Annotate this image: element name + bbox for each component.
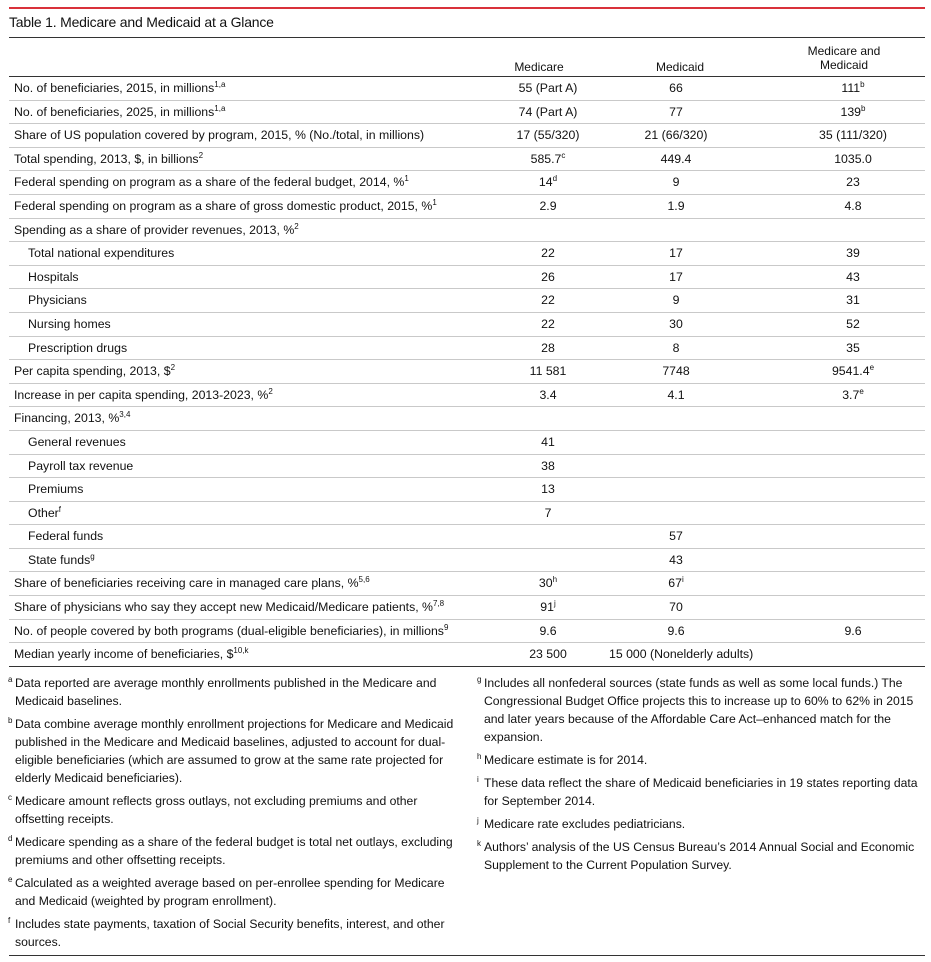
footnote-mark: e — [8, 875, 13, 884]
cell-value: 3.4 — [539, 387, 557, 402]
cell-medicare — [485, 624, 611, 638]
cell-value: 22 — [541, 316, 555, 331]
row-label-text: Premiums — [28, 482, 84, 497]
cell-value: 43 — [669, 552, 683, 567]
footnote-text: Data reported are average monthly enrollments published in the Medicare and Medicaid baselines. — [15, 676, 437, 708]
cell-superscript: e — [869, 363, 875, 373]
cell-medicare — [485, 459, 611, 473]
table-row — [9, 643, 925, 667]
row-label-text: Total national expenditures — [28, 246, 175, 261]
row-label — [14, 388, 273, 402]
cell-medicare — [485, 246, 611, 260]
cell-value: 2.9 — [539, 198, 557, 213]
cell-value: 9541.4 — [831, 364, 870, 379]
cell-value: 41 — [541, 434, 555, 449]
cell-superscript: e — [859, 386, 864, 396]
cell-value: 38 — [541, 458, 555, 473]
cell-medicaid — [609, 364, 743, 378]
table-row — [9, 407, 925, 431]
cell-both — [769, 246, 931, 260]
row-label-text: Financing, 2013, % — [14, 411, 120, 426]
cell-both — [769, 270, 931, 284]
table-body — [9, 77, 925, 667]
cell-value: 17 (55/320) — [516, 128, 580, 143]
cell-both — [769, 152, 931, 166]
table-row — [9, 337, 925, 361]
cell-value: 55 (Part A) — [518, 81, 578, 95]
row-label — [14, 647, 249, 661]
cell-medicaid — [609, 529, 743, 543]
footnote-text: Calculated as a weighted average based on per-enrollee spending for Medicare and Medicaid (weighted by program enrollment). — [15, 876, 445, 908]
cell-medicaid — [609, 199, 743, 213]
cell-value: 39 — [846, 246, 860, 261]
cell-superscript: d — [552, 174, 558, 184]
cell-value: 9 — [672, 293, 680, 308]
row-label-superscript: 1,a — [214, 103, 226, 113]
row-label — [28, 529, 103, 543]
row-label-superscript: f — [58, 504, 61, 514]
table-row — [9, 431, 925, 455]
footnote-text: Data combine average monthly enrollment projections for Medicare and Medicaid published in the Medicare and Medicaid baselines, adjusted to account for dual-eligible beneficiaries (which are assumed to grow at the same rate projected for elderly Medicaid beneficiaries). — [15, 717, 454, 785]
row-label-text: General revenues — [28, 434, 126, 449]
footnote-mark: c — [8, 793, 12, 802]
cell-medicaid — [609, 270, 743, 284]
cell-superscript: h — [552, 575, 558, 585]
column-header-medicare-and-medicaid: Medicare and Medicaid — [807, 44, 881, 72]
row-label-superscript: 2 — [294, 221, 299, 231]
cell-both — [769, 81, 931, 95]
cell-superscript: i — [681, 575, 684, 585]
footnotes-left — [9, 674, 464, 956]
footnote-mark: f — [8, 916, 11, 925]
cell-value: 14 — [538, 175, 553, 190]
cell-medicaid — [609, 624, 743, 638]
cell-value: 35 — [846, 340, 860, 355]
title-rule — [9, 7, 925, 9]
cell-both — [769, 175, 931, 189]
cell-superscript: j — [553, 599, 556, 609]
column-header-medicare: Medicare — [514, 60, 564, 74]
row-label-text: Increase in per capita spending, 2013-2023, % — [14, 387, 269, 402]
row-label — [14, 81, 225, 95]
cell-medicare — [485, 293, 611, 307]
cell-both — [769, 624, 931, 638]
cell-value: 52 — [846, 316, 860, 331]
footnote-text: Authors’ analysis of the US Census Bureau’s 2014 Annual Social and Economic Supplement to the Current Population Survey. — [484, 840, 915, 872]
cell-medicaid — [609, 317, 743, 331]
cell-medicare — [485, 576, 611, 590]
row-label-text: Federal funds — [28, 529, 104, 544]
cell-medicare — [485, 482, 611, 496]
row-label-superscript: 7,8 — [433, 599, 445, 609]
row-label — [14, 576, 370, 590]
row-label — [28, 553, 95, 567]
row-label-text: No. of people covered by both programs (dual-eligible beneficiaries), in millions — [14, 623, 444, 638]
cell-both — [769, 199, 931, 213]
row-label-text: State funds — [28, 552, 91, 567]
column-header-medicaid: Medicaid — [655, 60, 705, 74]
cell-medicaid — [609, 128, 743, 142]
cell-value: 23 — [846, 175, 860, 190]
cell-value: 30 — [538, 576, 553, 591]
table-row — [9, 195, 925, 219]
cell-medicare — [485, 388, 611, 402]
cell-value: 21 (66/320) — [644, 128, 708, 143]
row-label-superscript: 1,a — [214, 80, 226, 89]
table-row — [9, 171, 925, 195]
cell-both — [769, 364, 931, 378]
footnote-mark: k — [477, 839, 481, 848]
row-label-text: Physicians — [28, 293, 87, 308]
cell-value: 13 — [541, 482, 555, 497]
cell-value: 449.4 — [660, 151, 692, 166]
cell-medicare — [485, 128, 611, 142]
footnote — [9, 915, 464, 951]
cell-medicare — [485, 600, 611, 614]
cell-medicare — [485, 364, 611, 378]
table-row — [9, 124, 925, 148]
cell-medicaid — [609, 576, 743, 590]
cell-value: 7 — [544, 505, 552, 520]
table-row — [9, 360, 925, 384]
row-label — [14, 624, 448, 638]
cell-medicaid — [609, 647, 754, 662]
row-label-text: Total spending, 2013, $, in billions — [14, 151, 199, 166]
cell-value: 91 — [540, 600, 554, 615]
row-label-text: No. of beneficiaries, 2015, in millions — [14, 81, 215, 95]
cell-superscript: b — [861, 103, 866, 113]
cell-medicare — [485, 199, 611, 213]
table-row — [9, 478, 925, 502]
cell-medicare — [485, 175, 611, 189]
cell-value: 22 — [541, 246, 555, 261]
row-label — [14, 223, 299, 237]
table-row — [9, 101, 925, 125]
table-row — [9, 148, 925, 172]
row-label-superscript: 1 — [404, 174, 409, 184]
cell-value: 1.9 — [667, 198, 685, 213]
table-row — [9, 596, 925, 620]
footnote — [9, 833, 464, 869]
row-label-text: Share of US population covered by program, 2015, % (No./total, in millions) — [14, 128, 425, 143]
footnote — [9, 715, 464, 787]
table-row — [9, 77, 925, 101]
cell-both — [769, 317, 931, 331]
footnote — [9, 874, 464, 910]
cell-medicaid — [609, 293, 743, 307]
table-row — [9, 572, 925, 596]
row-label-text: Per capita spending, 2013, $ — [14, 364, 171, 379]
table-row — [9, 266, 925, 290]
table-row — [9, 502, 925, 526]
cell-medicaid — [609, 105, 743, 119]
row-label-text: Median yearly income of beneficiaries, $ — [14, 647, 234, 662]
cell-value: 9.6 — [844, 623, 862, 638]
footnote-mark: g — [477, 675, 482, 684]
row-label — [28, 341, 127, 355]
row-label-superscript: 2 — [170, 363, 176, 373]
cell-both — [769, 293, 931, 307]
row-label-text: No. of beneficiaries, 2025, in millions — [14, 104, 215, 119]
row-label — [28, 459, 133, 473]
footnote — [478, 751, 923, 769]
row-label — [14, 411, 130, 425]
row-label — [14, 152, 203, 166]
cell-medicare — [485, 506, 611, 520]
cell-value: 70 — [669, 600, 683, 615]
cell-value: 57 — [669, 529, 683, 544]
row-label-superscript: 2 — [268, 386, 273, 396]
cell-value: 26 — [541, 269, 555, 284]
table-row — [9, 313, 925, 337]
cell-value: 23 500 — [529, 647, 567, 662]
cell-value: 9.6 — [667, 623, 685, 638]
row-label-text: Share of beneficiaries receiving care in managed care plans, % — [14, 576, 359, 591]
cell-value: 15 000 (Nonelderly adults) — [609, 647, 754, 662]
row-label — [14, 105, 225, 119]
table-title: Table 1. Medicare and Medicaid at a Glance — [9, 14, 274, 30]
cell-medicaid — [609, 600, 743, 614]
footnote-mark: j — [477, 816, 479, 825]
footnote-mark: d — [8, 834, 13, 843]
footnote-mark: h — [477, 752, 482, 761]
cell-medicaid — [609, 152, 743, 166]
cell-medicare — [485, 341, 611, 355]
cell-medicare — [485, 647, 611, 661]
row-label-text: Spending as a share of provider revenues, 2013, % — [14, 222, 295, 237]
row-label-text: Federal spending on program as a share of gross domestic product, 2015, % — [14, 198, 433, 213]
footnote-text: Medicare amount reflects gross outlays, not excluding premiums and other offsetting receipts. — [15, 794, 418, 826]
cell-medicaid — [609, 246, 743, 260]
cell-value: 28 — [541, 340, 555, 355]
footnote — [478, 815, 923, 833]
row-label — [28, 293, 87, 307]
row-label — [14, 364, 175, 378]
footnote-mark: i — [477, 775, 479, 784]
cell-value: 3.7 — [842, 387, 860, 402]
footnote-text: Includes all nonfederal sources (state funds as well as some local funds.) The Congressional Budget Office projects this to increase up to 60% to 62% in 2015 and later years because of the Affordable Care Act–enhanced match for the expansion. — [484, 676, 914, 744]
cell-medicare — [485, 81, 611, 95]
row-label — [14, 199, 437, 213]
table-row — [9, 219, 925, 243]
row-label — [28, 435, 126, 449]
footnote-text: These data reflect the share of Medicaid beneficiaries in 19 states reporting data for September 2014. — [484, 776, 918, 808]
cell-medicaid — [609, 553, 743, 567]
cell-value: 43 — [846, 269, 860, 284]
footnote-text: Medicare spending as a share of the federal budget is total net outlays, excluding premiums and other offsetting receipts. — [15, 835, 453, 867]
row-label — [14, 175, 409, 189]
row-label-superscript: g — [90, 551, 95, 561]
cell-both — [769, 128, 931, 142]
cell-medicaid — [609, 341, 743, 355]
row-label-text: Nursing homes — [28, 316, 111, 331]
cell-value: 139 — [840, 104, 862, 119]
row-label — [28, 317, 111, 331]
row-label-superscript: 5,6 — [358, 575, 370, 585]
footnote — [478, 838, 923, 874]
cell-superscript: b — [860, 80, 865, 89]
footnote — [9, 792, 464, 828]
cell-value: 585.7 — [530, 151, 562, 166]
cell-medicare — [485, 152, 611, 166]
table-row — [9, 289, 925, 313]
table-row — [9, 384, 925, 408]
cell-both — [769, 341, 931, 355]
table-row — [9, 620, 925, 644]
cell-value: 11 581 — [529, 364, 567, 379]
row-label — [14, 600, 444, 614]
row-label-text: Prescription drugs — [28, 340, 128, 355]
cell-both — [769, 105, 931, 119]
footnote-mark: b — [8, 716, 13, 725]
row-label-superscript: 3,4 — [119, 410, 131, 420]
cell-superscript: c — [561, 150, 566, 160]
footnote — [478, 774, 923, 810]
cell-value: 17 — [669, 269, 683, 284]
cell-value: 35 (111/320) — [819, 128, 887, 143]
row-label-superscript: 9 — [443, 622, 449, 632]
footnote-text: Medicare rate excludes pediatricians. — [484, 817, 686, 831]
cell-medicare — [485, 270, 611, 284]
cell-value: 17 — [669, 246, 683, 261]
row-label-text: Federal spending on program as a share of the federal budget, 2014, % — [14, 175, 405, 190]
row-label-superscript: 1 — [432, 197, 437, 207]
row-label — [28, 246, 174, 260]
cell-value: 111 — [841, 81, 861, 95]
row-label — [28, 506, 61, 520]
footnote — [478, 674, 923, 746]
table-row — [9, 525, 925, 549]
row-label-text: Other — [28, 505, 59, 520]
cell-medicare — [485, 105, 611, 119]
row-label-superscript: 10,k — [233, 646, 249, 656]
cell-value: 4.8 — [844, 198, 862, 213]
table-top-rule — [9, 37, 925, 38]
cell-value: 22 — [541, 293, 555, 308]
row-label-text: Hospitals — [28, 269, 79, 284]
row-label-text: Payroll tax revenue — [28, 458, 134, 473]
table-row — [9, 242, 925, 266]
table-row — [9, 455, 925, 479]
bottom-rule — [9, 955, 925, 956]
cell-value: 4.1 — [667, 387, 685, 402]
cell-value: 74 (Part A) — [518, 104, 578, 119]
cell-medicaid — [609, 81, 743, 95]
row-label — [28, 270, 79, 284]
cell-value: 7748 — [662, 364, 690, 379]
cell-medicaid — [609, 175, 743, 189]
footnotes-right — [478, 674, 923, 879]
row-label — [14, 128, 424, 142]
cell-value: 31 — [846, 293, 860, 308]
cell-medicare — [485, 317, 611, 331]
cell-value: 67 — [668, 576, 682, 591]
row-label-text: Share of physicians who say they accept new Medicaid/Medicare patients, % — [14, 600, 433, 615]
cell-medicare — [485, 435, 611, 449]
footnote-text: Includes state payments, taxation of Social Security benefits, interest, and other sources. — [15, 917, 445, 949]
footnote-mark: a — [8, 675, 13, 684]
cell-value: 30 — [669, 316, 683, 331]
cell-medicaid — [609, 388, 743, 402]
footnote — [9, 674, 464, 710]
cell-value: 9 — [672, 175, 680, 190]
row-label-superscript: 2 — [198, 150, 204, 160]
cell-value: 66 — [669, 81, 683, 95]
row-label — [28, 482, 83, 496]
cell-both — [769, 388, 931, 402]
table-row — [9, 549, 925, 573]
cell-value: 8 — [672, 340, 680, 355]
footnote-text: Medicare estimate is for 2014. — [484, 753, 648, 767]
cell-value: 77 — [669, 104, 683, 119]
cell-value: 9.6 — [539, 623, 557, 638]
cell-value: 1035.0 — [834, 151, 872, 166]
